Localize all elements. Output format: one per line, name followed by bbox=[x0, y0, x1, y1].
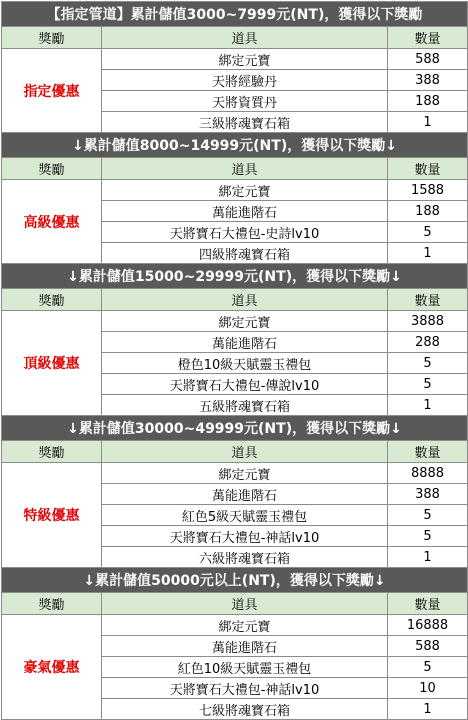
column-header-qty: 數量 bbox=[388, 441, 468, 463]
item-qty: 5 bbox=[388, 374, 468, 395]
item-qty: 1 bbox=[388, 699, 468, 720]
item-qty: 1588 bbox=[388, 180, 468, 201]
item-name: 天將寶石大禮包-神話lv10 bbox=[102, 526, 388, 547]
tier-label: 特級優惠 bbox=[2, 463, 102, 568]
item-name: 五級將魂寶石箱 bbox=[102, 395, 388, 416]
item-qty: 5 bbox=[388, 505, 468, 526]
table-row bbox=[2, 180, 468, 201]
item-name: 天將寶石大禮包-神話lv10 bbox=[102, 678, 388, 699]
item-qty: 588 bbox=[388, 49, 468, 70]
column-header-qty: 數量 bbox=[388, 158, 468, 180]
item-name: 天將寶石大禮包-傳說lv10 bbox=[102, 374, 388, 395]
item-qty: 188 bbox=[388, 91, 468, 112]
item-name: 綁定元寶 bbox=[102, 180, 388, 201]
item-name: 天將資質丹 bbox=[102, 91, 388, 112]
item-qty: 5 bbox=[388, 657, 468, 678]
item-qty: 8888 bbox=[388, 463, 468, 484]
column-header-qty: 數量 bbox=[388, 593, 468, 615]
item-name: 六級將魂寶石箱 bbox=[102, 547, 388, 568]
item-name: 綁定元寶 bbox=[102, 49, 388, 70]
tier-label: 高級優惠 bbox=[2, 180, 102, 264]
item-qty: 188 bbox=[388, 201, 468, 222]
tier-label: 豪氣優惠 bbox=[2, 615, 102, 720]
item-qty: 5 bbox=[388, 353, 468, 374]
column-header-row bbox=[2, 441, 468, 463]
tier-label: 頂級優惠 bbox=[2, 311, 102, 416]
item-name: 萬能進階石 bbox=[102, 636, 388, 657]
tier-label: 指定優惠 bbox=[2, 49, 102, 133]
item-name: 三級將魂寶石箱 bbox=[102, 112, 388, 133]
reward-table bbox=[1, 1, 468, 720]
item-qty: 588 bbox=[388, 636, 468, 657]
column-header-item: 道具 bbox=[102, 27, 388, 49]
column-header-row bbox=[2, 593, 468, 615]
column-header-item: 道具 bbox=[102, 441, 388, 463]
item-qty: 16888 bbox=[388, 615, 468, 636]
item-qty: 1 bbox=[388, 243, 468, 264]
item-name: 橙色10級天賦靈玉禮包 bbox=[102, 353, 388, 374]
section-title: ↓累計儲值15000~29999元(NT)，獲得以下獎勵↓ bbox=[2, 264, 468, 289]
item-name: 紅色5級天賦靈玉禮包 bbox=[102, 505, 388, 526]
column-header-reward: 獎勵 bbox=[2, 441, 102, 463]
item-qty: 3888 bbox=[388, 311, 468, 332]
item-qty: 5 bbox=[388, 526, 468, 547]
column-header-item: 道具 bbox=[102, 289, 388, 311]
item-name: 萬能進階石 bbox=[102, 484, 388, 505]
section-title: ↓累計儲值8000~14999元(NT)，獲得以下獎勵↓ bbox=[2, 133, 468, 158]
item-qty: 5 bbox=[388, 222, 468, 243]
item-qty: 1 bbox=[388, 112, 468, 133]
item-qty: 1 bbox=[388, 395, 468, 416]
column-header-reward: 獎勵 bbox=[2, 27, 102, 49]
item-name: 七級將魂寶石箱 bbox=[102, 699, 388, 720]
item-qty: 388 bbox=[388, 484, 468, 505]
column-header-qty: 數量 bbox=[388, 27, 468, 49]
item-name: 天將經驗丹 bbox=[102, 70, 388, 91]
item-name: 紅色10級天賦靈玉禮包 bbox=[102, 657, 388, 678]
item-qty: 288 bbox=[388, 332, 468, 353]
column-header-qty: 數量 bbox=[388, 289, 468, 311]
table-row bbox=[2, 463, 468, 484]
table-row bbox=[2, 49, 468, 70]
section-title: 【指定管道】累計儲值3000~7999元(NT)，獲得以下獎勵 bbox=[2, 2, 468, 27]
item-qty: 10 bbox=[388, 678, 468, 699]
table-row bbox=[2, 311, 468, 332]
section-header-row bbox=[2, 2, 468, 27]
column-header-reward: 獎勵 bbox=[2, 593, 102, 615]
section-title: ↓累計儲值50000元以上(NT)，獲得以下獎勵↓ bbox=[2, 568, 468, 593]
column-header-reward: 獎勵 bbox=[2, 289, 102, 311]
item-name: 萬能進階石 bbox=[102, 201, 388, 222]
column-header-item: 道具 bbox=[102, 158, 388, 180]
section-header-row bbox=[2, 416, 468, 441]
item-name: 綁定元寶 bbox=[102, 615, 388, 636]
column-header-row bbox=[2, 27, 468, 49]
item-name: 天將寶石大禮包-史詩lv10 bbox=[102, 222, 388, 243]
section-header-row bbox=[2, 264, 468, 289]
item-name: 綁定元寶 bbox=[102, 463, 388, 484]
item-name: 萬能進階石 bbox=[102, 332, 388, 353]
column-header-item: 道具 bbox=[102, 593, 388, 615]
column-header-row bbox=[2, 289, 468, 311]
column-header-reward: 獎勵 bbox=[2, 158, 102, 180]
section-header-row bbox=[2, 133, 468, 158]
item-qty: 1 bbox=[388, 547, 468, 568]
table-row bbox=[2, 615, 468, 636]
column-header-row bbox=[2, 158, 468, 180]
section-title: ↓累計儲值30000~49999元(NT)，獲得以下獎勵↓ bbox=[2, 416, 468, 441]
item-qty: 388 bbox=[388, 70, 468, 91]
item-name: 四級將魂寶石箱 bbox=[102, 243, 388, 264]
item-name: 綁定元寶 bbox=[102, 311, 388, 332]
section-header-row bbox=[2, 568, 468, 593]
